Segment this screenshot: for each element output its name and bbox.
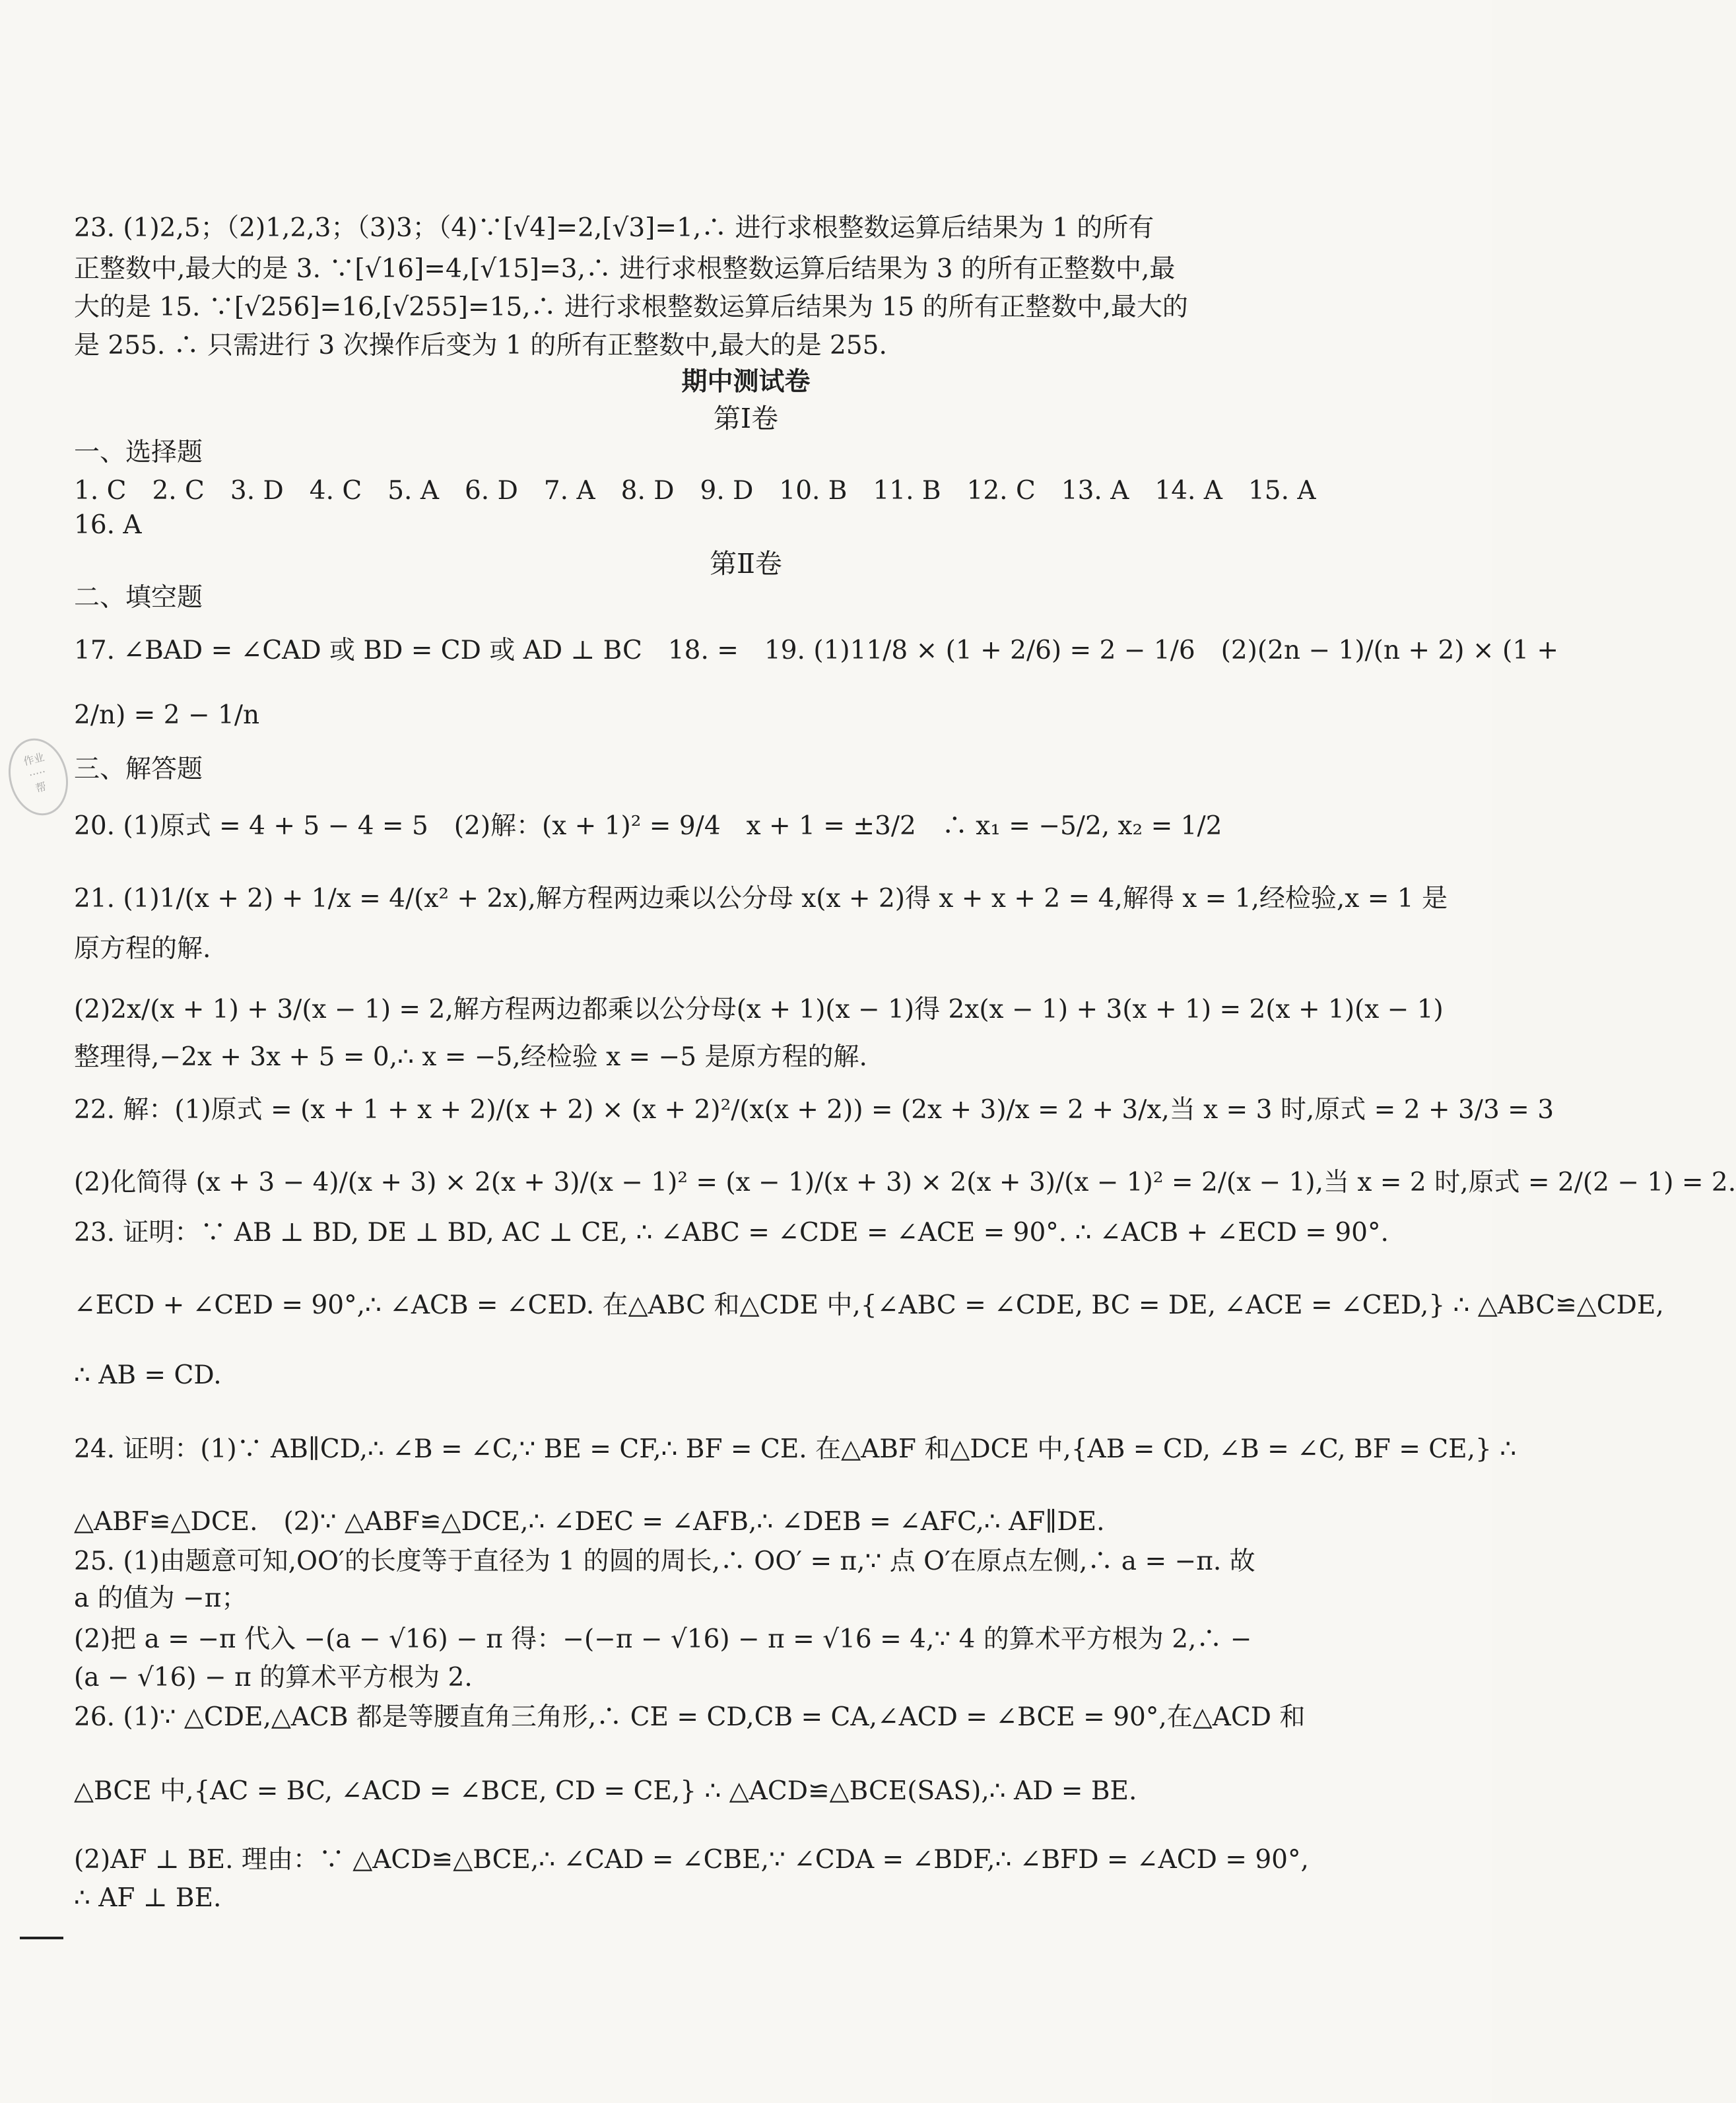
- section-heading: 三、解答题: [74, 754, 203, 784]
- text-line: (2)化简得 (x + 3 − 4)/(x + 3) × 2(x + 3)/(x − 1)² = (x − 1)/(x + 3) × 2(x + 3)/(x − 1)² = 2/(x − 1),当 x = 2 时,原式 = 2/(2 − 1) = 2.: [74, 1168, 1736, 1197]
- text-line: (2)把 a = −π 代入 −(a − √16) − π 得：−(−π − √16) − π = √16 = 4,∵ 4 的算术平方根为 2,∴ −: [74, 1624, 1252, 1654]
- part-title: 第Ⅱ卷: [710, 548, 782, 580]
- text-line: ∴ AF ⊥ BE.: [74, 1883, 222, 1913]
- text-line: 21. (1)1/(x + 2) + 1/x = 4/(x² + 2x),解方程两边乘以公分母 x(x + 2)得 x + x + 2 = 4,解得 x = 1,经检验,x = 1 是: [74, 884, 1448, 914]
- text-line: (2)AF ⊥ BE. 理由：∵ △ACD≌△BCE,∴ ∠CAD = ∠CBE,∵ ∠CDA = ∠BDF,∴ ∠BFD = ∠ACD = 90°,: [74, 1845, 1309, 1875]
- answer-line: 16. A: [74, 510, 142, 540]
- text-line: 正整数中,最大的是 3. ∵[√16]=4,[√15]=3,∴ 进行求根整数运算后结果为 3 的所有正整数中,最: [74, 254, 1176, 284]
- text-line: △BCE 中,{AC = BC, ∠ACD = ∠BCE, CD = CE,} ∴ △ACD≌△BCE(SAS),∴ AD = BE.: [74, 1776, 1137, 1806]
- section-heading: 一、选择题: [74, 438, 203, 467]
- text-line: ∠ECD + ∠CED = 90°,∴ ∠ACB = ∠CED. 在△ABC 和△CDE 中,{∠ABC = ∠CDE, BC = DE, ∠ACE = ∠CED,} ∴ △ABC≌△CDE,: [74, 1290, 1664, 1320]
- text-line: 20. (1)原式 = 4 + 5 − 4 = 5 (2)解：(x + 1)² = 9/4 x + 1 = ±3/2 ∴ x₁ = −5/2, x₂ = 1/2: [74, 811, 1222, 841]
- text-line: 原方程的解.: [74, 934, 211, 964]
- part-title: 第Ⅰ卷: [713, 403, 779, 434]
- text-line: 26. (1)∵ △CDE,△ACB 都是等腰直角三角形,∴ CE = CD,CB = CA,∠ACD = ∠BCE = 90°,在△ACD 和: [74, 1702, 1306, 1732]
- text-line: 22. 解：(1)原式 = (x + 1 + x + 2)/(x + 2) × (x + 2)²/(x(x + 2)) = (2x + 3)/x = 2 + 3/x,当 x = 3 时,原式 = 2 + 3/3 = 3: [74, 1095, 1554, 1125]
- text-line: 是 255. ∴ 只需进行 3 次操作后变为 1 的所有正整数中,最大的是 255.: [74, 331, 887, 360]
- answer-line: 1. C 2. C 3. D 4. C 5. A 6. D 7. A 8. D 9. D 10. B 11. B 12. C 13. A 14. A 15. A: [74, 476, 1316, 506]
- footer-rule: [20, 1937, 63, 1939]
- text-line: (2)2x/(x + 1) + 3/(x − 1) = 2,解方程两边都乘以公分母(x + 1)(x − 1)得 2x(x − 1) + 3(x + 1) = 2(x + 1)(x − 1): [74, 995, 1444, 1024]
- text-line: △ABF≌△DCE. (2)∵ △ABF≌△DCE,∴ ∠DEC = ∠AFB,∴ ∠DEB = ∠AFC,∴ AF∥DE.: [74, 1507, 1105, 1537]
- section-heading: 二、填空题: [74, 583, 203, 613]
- text-line: 整理得,−2x + 3x + 5 = 0,∴ x = −5,经检验 x = −5 是原方程的解.: [74, 1042, 867, 1072]
- watermark-stamp: 作业 ····· 帮: [1, 732, 76, 822]
- text-line: 2/n) = 2 − 1/n: [74, 700, 260, 730]
- text-line: 17. ∠BAD = ∠CAD 或 BD = CD 或 AD ⊥ BC 18. = 19. (1)11/8 × (1 + 2/6) = 2 − 1/6 (2)(2n − 1)/(n + 2) × (1 +: [74, 636, 1559, 665]
- text-line: 23. (1)2,5；（2)1,2,3；（3)3；（4)∵[√4]=2,[√3]=1,∴ 进行求根整数运算后结果为 1 的所有: [74, 213, 1154, 243]
- text-line: a 的值为 −π；: [74, 1584, 248, 1613]
- text-line: (a − √16) − π 的算术平方根为 2.: [74, 1663, 473, 1692]
- text-line: ∴ AB = CD.: [74, 1360, 222, 1390]
- text-line: 23. 证明：∵ AB ⊥ BD, DE ⊥ BD, AC ⊥ CE, ∴ ∠ABC = ∠CDE = ∠ACE = 90°. ∴ ∠ACB + ∠ECD = 90°.: [74, 1218, 1389, 1248]
- text-line: 24. 证明：(1)∵ AB∥CD,∴ ∠B = ∠C,∵ BE = CF,∴ BF = CE. 在△ABF 和△DCE 中,{AB = CD, ∠B = ∠C, BF = CE,} ∴: [74, 1434, 1517, 1464]
- text-line: 25. (1)由题意可知,OO′的长度等于直径为 1 的圆的周长,∴ OO′ = π,∵ 点 O′在原点左侧,∴ a = −π. 故: [74, 1547, 1255, 1576]
- text-line: 大的是 15. ∵[√256]=16,[√255]=15,∴ 进行求根整数运算后结果为 15 的所有正整数中,最大的: [74, 292, 1188, 322]
- section-title: 期中测试卷: [681, 366, 811, 397]
